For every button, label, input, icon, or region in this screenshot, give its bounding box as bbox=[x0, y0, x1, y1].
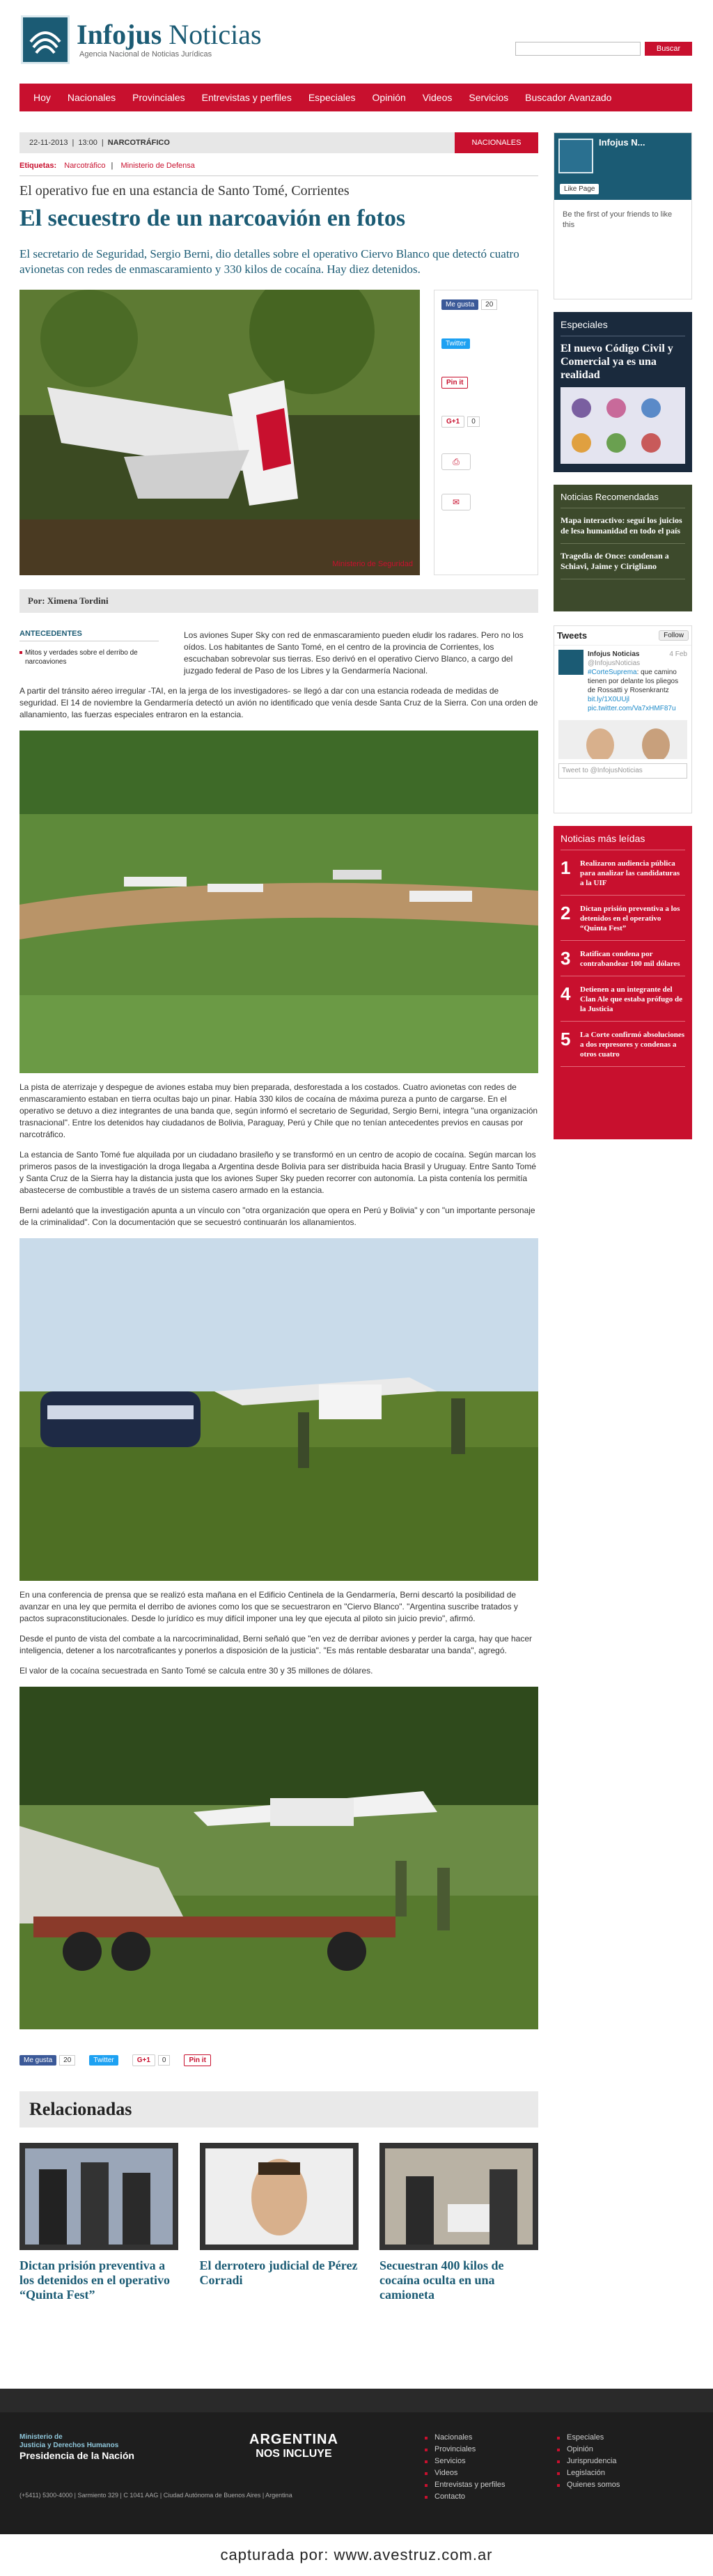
mas-leida-rank: 3 bbox=[561, 948, 571, 969]
mas-leida-rank: 4 bbox=[561, 983, 571, 1004]
twitter-button[interactable]: Twitter bbox=[441, 338, 470, 349]
search-form bbox=[515, 42, 692, 56]
recomendada-link[interactable]: Mapa interactivo: seguí los juicios de lesa humanidad en todo el país bbox=[561, 515, 685, 544]
fb-page-name[interactable]: Infojus N... bbox=[599, 137, 645, 148]
hero-photo bbox=[19, 290, 420, 575]
related-link[interactable]: El derrotero judicial de Pérez Corradi bbox=[199, 2258, 358, 2287]
related-link[interactable]: Dictan prisión preventiva a los detenidos en el operativo “Quinta Fest” bbox=[19, 2258, 170, 2302]
article-body bbox=[19, 630, 538, 2302]
tag-link[interactable]: Ministerio de Defensa bbox=[120, 162, 195, 170]
mas-leida-item[interactable] bbox=[561, 904, 685, 941]
related-item[interactable] bbox=[200, 2143, 359, 2302]
footer-link[interactable]: Servicios bbox=[425, 2456, 505, 2467]
footer-link[interactable]: Legislación bbox=[557, 2467, 620, 2479]
mas-leida-item[interactable] bbox=[561, 1030, 685, 1067]
nav-item[interactable]: Entrevistas y perfiles bbox=[201, 92, 292, 103]
related-item[interactable] bbox=[379, 2143, 538, 2302]
antecedentes-title: ANTECEDENTES bbox=[19, 630, 159, 641]
footer-link[interactable]: Entrevistas y perfiles bbox=[425, 2479, 505, 2491]
mas-leida-item[interactable] bbox=[561, 859, 685, 896]
article bbox=[19, 132, 538, 2302]
ministry-name: Ministerio de Justicia y Derechos Humanos bbox=[19, 2433, 119, 2449]
tweet-link[interactable]: bit.ly/1X0UUjl pic.twitter.com/Va7xHMF87u bbox=[588, 696, 676, 712]
search-button[interactable]: Buscar bbox=[645, 42, 692, 56]
site-logo[interactable] bbox=[21, 15, 262, 64]
tweet-input[interactable]: Tweet to @InfojusNoticias bbox=[558, 763, 687, 779]
tweet-text: : que camino tienen por delante los pliegos de Rossatti y Rosenkrantz bbox=[588, 669, 679, 694]
facebook-count: 20 bbox=[59, 2055, 75, 2066]
facebook-like-button[interactable]: Me gusta bbox=[19, 2055, 56, 2066]
pinterest-button[interactable]: Pin it bbox=[441, 377, 468, 389]
tweet-hashtag[interactable]: #CorteSuprema bbox=[588, 669, 637, 676]
google-plus-count: 0 bbox=[158, 2055, 171, 2066]
recomendadas-widget bbox=[554, 485, 692, 611]
tweet bbox=[554, 646, 691, 717]
paragraph: Los aviones Super Sky con red de enmascaramiento pueden eludir los radares. Pero no los oídos. Los habitantes de Santo Tomé, en el centro de la provincia de Corrientes, los escuchaban sobrevolar sus tierras. Eso derivó en el operativo Ciervo Blanco, a cargo del juzgado federal de Paso de los Libres y la Gendarmería Nacional. bbox=[184, 630, 524, 676]
footer-link[interactable]: Quienes somos bbox=[557, 2479, 620, 2491]
footer-links-1 bbox=[425, 2432, 505, 2503]
footer-links-2 bbox=[557, 2432, 620, 2491]
recomendada-link[interactable]: Tragedia de Once: condenan a Schiavi, Jaime y Cirigliano bbox=[561, 551, 685, 579]
site-header bbox=[19, 0, 692, 84]
nav-item[interactable]: Buscador Avanzado bbox=[525, 92, 612, 103]
antecedentes bbox=[19, 630, 159, 666]
nav-item[interactable]: Nacionales bbox=[67, 92, 116, 103]
mas-leida-item[interactable] bbox=[561, 985, 685, 1022]
capture-credit: capturada por: www.avestruz.com.ar bbox=[0, 2534, 713, 2576]
footer-link[interactable]: Videos bbox=[425, 2467, 505, 2479]
footer-link[interactable]: Opinión bbox=[557, 2444, 620, 2456]
mas-leida-link[interactable]: Detienen a un integrante del Clan Ale que estaba prófugo de la Justicia bbox=[580, 985, 682, 1013]
related-item[interactable] bbox=[19, 2143, 178, 2302]
article-section[interactable]: NARCOTRÁFICO bbox=[107, 139, 170, 147]
facebook-count: 20 bbox=[481, 299, 497, 310]
paragraph: La pista de aterrizaje y despegue de aviones estaba muy bien preparada, desforestada a los costados. Cuatro avionetas con redes de enmascaramiento estaban en tierra ocultas bajo un pinar. Había 330 kilos de cocaína de máxima pureza a punto de cargarse. En el operativo se detuvo a diez integrantes de una banda que, según informó el secretario de Seguridad, Sergio Berni, integra "una organización trasnacional". Entre los detenidos hay ciudadanos de Bolivia, Paraguay, Perú y Chile que no tenían antecedentes previos en causas por narcotráfico. bbox=[19, 1082, 538, 1139]
mas-leida-rank: 5 bbox=[561, 1029, 571, 1049]
tweet-date: 4 Feb bbox=[669, 650, 687, 658]
article-time: 13:00 bbox=[78, 139, 97, 147]
paragraph: La estancia de Santo Tomé fue alquilada por un ciudadano brasileño y se transformó en un centro de acopio de cocaína. Según marcan los primeros pasos de la investigación la droga llegaba a Argentina desde Bolivia para ser distribuida hacia Brasil y Uruguay. Entre Santo Tomé y Santa Cruz de la Sierra hay la distancia justa que los aviones Super Sky pueden recorrer con autonomía. La pista contenía los permitía abastecerse de combustible a través de un sistema casero armado en la estancia. bbox=[19, 1150, 536, 1195]
mas-leida-item[interactable] bbox=[561, 949, 685, 976]
fb-text: Be the first of your friends to like this bbox=[563, 210, 673, 229]
related-list bbox=[19, 2143, 538, 2302]
nav-item[interactable]: Provinciales bbox=[132, 92, 185, 103]
print-icon[interactable]: ⎙ bbox=[441, 453, 471, 470]
byline: Por: Ximena Tordini bbox=[19, 589, 538, 613]
recomendadas-title: Noticias Recomendadas bbox=[561, 492, 685, 508]
tags: Etiquetas: Narcotráfico | Ministerio de Defensa bbox=[19, 162, 538, 170]
footer-link[interactable]: Jurisprudencia bbox=[557, 2456, 620, 2467]
logo-icon bbox=[21, 15, 70, 64]
nav-item[interactable]: Videos bbox=[422, 92, 453, 103]
mail-icon[interactable]: ✉ bbox=[441, 494, 471, 510]
tags-label: Etiquetas: bbox=[19, 162, 57, 170]
paragraph: A partir del tránsito aéreo irregular -TAI, en la jerga de los investigadores- se llegó a dar con una estancia rodeada de medidas de seguridad. El 14 de noviembre la Gendarmería detectó un avión no identificado que venía desde Santa Cruz de la Sierra. Con una orden de allanamiento, las fuerzas especiales entraron en la estancia. bbox=[19, 686, 538, 719]
nav-item[interactable]: Opinión bbox=[372, 92, 406, 103]
divider bbox=[19, 175, 538, 176]
nav-item[interactable]: Especiales bbox=[308, 92, 356, 103]
article-title: El secuestro de un narcoavión en fotos bbox=[19, 205, 406, 231]
paragraph: En una conferencia de prensa que se realizó esta mañana en el Edificio Centinela de la Gendarmería, Berni descartó la posibilidad de avanzar en una ley que permita el derribo de aviones como los que se secuestraron en "Ciervo Blanco". "Argentina suscribe tratados y pactos supraconstitucionales. Desde lo jurídico es muy difícil imponer una ley que ejecuta al piloto sin juicio previo", afirmó. bbox=[19, 1590, 518, 1623]
footer-link[interactable]: Especiales bbox=[557, 2432, 620, 2444]
article-lead: El secretario de Seguridad, Sergio Berni, dio detalles sobre el operativo Ciervo Blanco que detectó cuatro avionetas con redes de enmascaramiento y 330 kilos de cocaína. Hay diez detenidos. bbox=[19, 247, 519, 276]
article-photo bbox=[19, 1238, 538, 1581]
tweet-author[interactable]: Infojus Noticias bbox=[588, 650, 640, 658]
search-input[interactable] bbox=[515, 42, 641, 56]
nav-item[interactable]: Hoy bbox=[33, 92, 51, 103]
google-plus-button[interactable]: G+1 bbox=[441, 416, 464, 428]
page-avatar bbox=[558, 139, 593, 173]
twitter-widget bbox=[554, 625, 692, 813]
footer-link[interactable]: Provinciales bbox=[425, 2444, 505, 2456]
footer-link[interactable]: Contacto bbox=[425, 2491, 505, 2503]
tweet-image[interactable] bbox=[558, 720, 687, 759]
facebook-widget bbox=[554, 132, 692, 299]
follow-button[interactable]: Follow bbox=[659, 630, 689, 641]
antecedentes-link[interactable]: Mitos y verdades sobre el derribo de narcoaviones bbox=[19, 648, 159, 666]
like-page-button[interactable]: Like Page bbox=[560, 184, 599, 194]
tweet-avatar bbox=[558, 650, 583, 675]
facebook-like-button[interactable]: Me gusta bbox=[441, 299, 478, 310]
photo-credit: Ministerio de Seguridad bbox=[332, 560, 413, 568]
sidebar bbox=[554, 132, 692, 1139]
article-kicker: El operativo fue en una estancia de Santo Tomé, Corrientes bbox=[19, 183, 350, 198]
article-photo bbox=[19, 731, 538, 1073]
mas-leida-link[interactable]: La Corte confirmó absoluciones a dos represores y condenas a otros cuatro bbox=[580, 1031, 685, 1059]
bottom-share bbox=[19, 2054, 538, 2066]
tweets-title: Tweets bbox=[557, 630, 588, 641]
main-nav bbox=[19, 84, 692, 111]
footer-address: (+5411) 5300-4000 | Sarmiento 329 | C 1041 AAG | Ciudad Autónoma de Buenos Aires | Argentina bbox=[19, 2492, 292, 2499]
article-date: 22-11-2013 bbox=[29, 139, 68, 147]
article-photo bbox=[19, 1687, 538, 2029]
related-title: Relacionadas bbox=[19, 2091, 538, 2128]
mas-leida-link[interactable]: Dictan prisión preventiva a los detenidos en el operativo “Quinta Fest” bbox=[580, 905, 680, 932]
mas-leidas-widget bbox=[554, 826, 692, 1139]
presidency-name: Presidencia de la Nación bbox=[19, 2450, 134, 2461]
share-panel bbox=[434, 290, 538, 575]
related-photo bbox=[200, 2143, 359, 2250]
footer-link[interactable]: Nacionales bbox=[425, 2432, 505, 2444]
section-badge[interactable]: NACIONALES bbox=[455, 132, 538, 153]
mas-leida-link[interactable]: Ratifican condena por contrabandear 100 mil dólares bbox=[580, 950, 680, 968]
especiales-link[interactable]: El nuevo Código Civil y Comercial ya es una realidad bbox=[561, 343, 673, 381]
logo-subtitle: Agencia Nacional de Noticias Jurídicas bbox=[79, 50, 212, 58]
footer-slogan: ARGENTINA NOS INCLUYE bbox=[249, 2432, 338, 2460]
google-plus-count: 0 bbox=[467, 416, 480, 427]
related-link[interactable]: Secuestran 400 kilos de cocaína oculta en una camioneta bbox=[379, 2258, 504, 2302]
hero bbox=[19, 290, 538, 575]
mas-leidas-title: Noticias más leídas bbox=[561, 833, 685, 850]
mas-leida-rank: 2 bbox=[561, 903, 571, 923]
mas-leida-rank: 1 bbox=[561, 857, 571, 878]
especiales-title: Especiales bbox=[561, 319, 685, 336]
related-photo bbox=[379, 2143, 538, 2250]
especiales-image bbox=[561, 387, 685, 464]
tweet-handle[interactable]: @InfojusNoticias bbox=[588, 659, 641, 667]
paragraph: Berni adelantó que la investigación apunta a un vínculo con "otra organización que opera en Perú y Bolivia" y con "un importante personaje de la criminalidad". Con la documentación que se secuestró continuarán los allanamientos. bbox=[19, 1205, 535, 1227]
paragraph: Desde el punto de vista del combate a la narcocriminalidad, Berni señaló que "en vez de derribar aviones y perder la carga, hay que hacer inteligencia, detener a los narcotraficantes y ponerlos a disposición de la justicia". "Es más rentable desbaratar una banda", agregó. bbox=[19, 1634, 533, 1655]
google-plus-button[interactable]: G+1 bbox=[132, 2054, 155, 2066]
logo-title: Infojus Noticias bbox=[77, 19, 262, 50]
twitter-button[interactable]: Twitter bbox=[89, 2055, 118, 2066]
tag-link[interactable]: Narcotráfico bbox=[64, 162, 106, 170]
footer-ministry[interactable] bbox=[19, 2433, 134, 2461]
pinterest-button[interactable]: Pin it bbox=[184, 2054, 210, 2066]
footer-band bbox=[0, 2389, 713, 2412]
mas-leida-link[interactable]: Realizaron audiencia pública para analizar las candidaturas a la UIF bbox=[580, 859, 680, 887]
related-photo bbox=[19, 2143, 178, 2250]
paragraph: El valor de la cocaína secuestrada en Santo Tomé se calcula entre 30 y 35 millones de dólares. bbox=[19, 1666, 373, 1676]
article-meta: 22-11-2013 | 13:00 | NARCOTRÁFICO NACIONALES bbox=[19, 132, 538, 153]
site-footer bbox=[0, 2389, 713, 2534]
nav-item[interactable]: Servicios bbox=[469, 92, 509, 103]
especiales-widget[interactable] bbox=[554, 312, 692, 472]
